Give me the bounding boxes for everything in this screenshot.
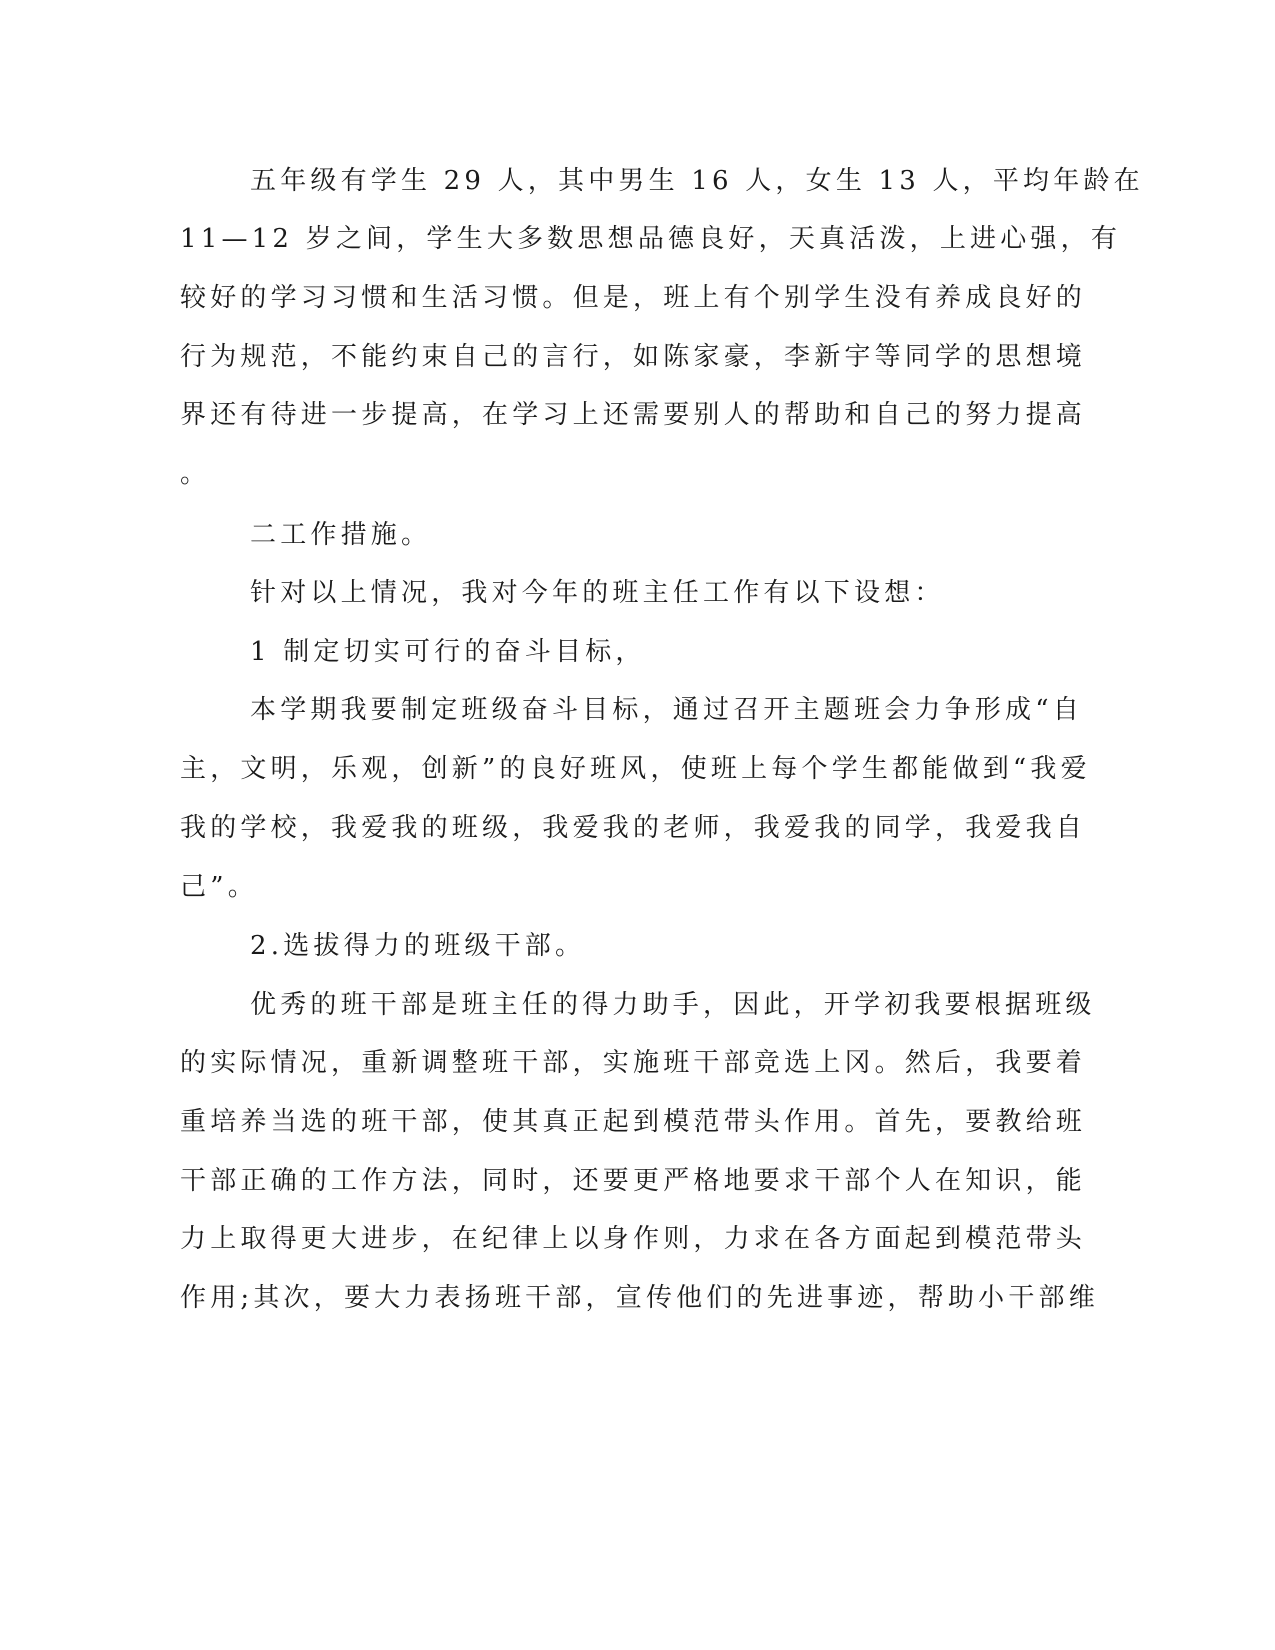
paragraph-line-14: 重培养当选的班干部，使其真正起到模范带头作用。首先，要教给班	[180, 1107, 1087, 1137]
paragraph-line-8: 本学期我要制定班级奋斗目标，通过召开主题班会力争形成“自	[250, 695, 1083, 725]
subheading-1: 1 制定切实可行的奋斗目标，	[250, 637, 646, 667]
paragraph-line-16: 力上取得更大进步，在纪律上以身作则，力求在各方面起到模范带头	[180, 1224, 1087, 1254]
paragraph-line-11: 己”。	[180, 872, 258, 902]
paragraph-line-5: 界还有待进一步提高，在学习上还需要别人的帮助和自己的努力提高	[180, 400, 1087, 430]
paragraph-line-10: 我的学校，我爱我的班级，我爱我的老师，我爱我的同学，我爱我自	[180, 813, 1087, 843]
paragraph-line-15: 干部正确的工作方法，同时，还要更严格地要求干部个人在知识，能	[180, 1166, 1087, 1196]
paragraph-line-2: 11—12 岁之间，学生大多数思想品德良好，天真活泼，上进心强，有	[180, 224, 1122, 254]
paragraph-line-17: 作用;其次，要大力表扬班干部，宣传他们的先进事迹，帮助小干部维	[180, 1283, 1099, 1313]
paragraph-line-1: 五年级有学生 29 人，其中男生 16 人，女生 13 人，平均年龄在	[250, 166, 1144, 196]
paragraph-line-9: 主，文明，乐观，创新”的良好班风，使班上每个学生都能做到“我爱	[180, 754, 1091, 784]
paragraph-line-7: 针对以上情况，我对今年的班主任工作有以下设想：	[250, 578, 945, 608]
paragraph-line-6: 。	[180, 459, 211, 489]
paragraph-line-12: 优秀的班干部是班主任的得力助手，因此，开学初我要根据班级	[250, 990, 1096, 1020]
paragraph-line-13: 的实际情况，重新调整班干部，实施班干部竞选上冈。然后，我要着	[180, 1048, 1087, 1078]
subheading-2: 2.选拔得力的班级干部。	[250, 931, 586, 961]
section-heading: 二工作措施。	[250, 520, 432, 550]
paragraph-line-3: 较好的学习习惯和生活习惯。但是，班上有个别学生没有养成良好的	[180, 283, 1087, 313]
paragraph-line-4: 行为规范，不能约束自己的言行，如陈家豪，李新宇等同学的思想境	[180, 342, 1087, 372]
